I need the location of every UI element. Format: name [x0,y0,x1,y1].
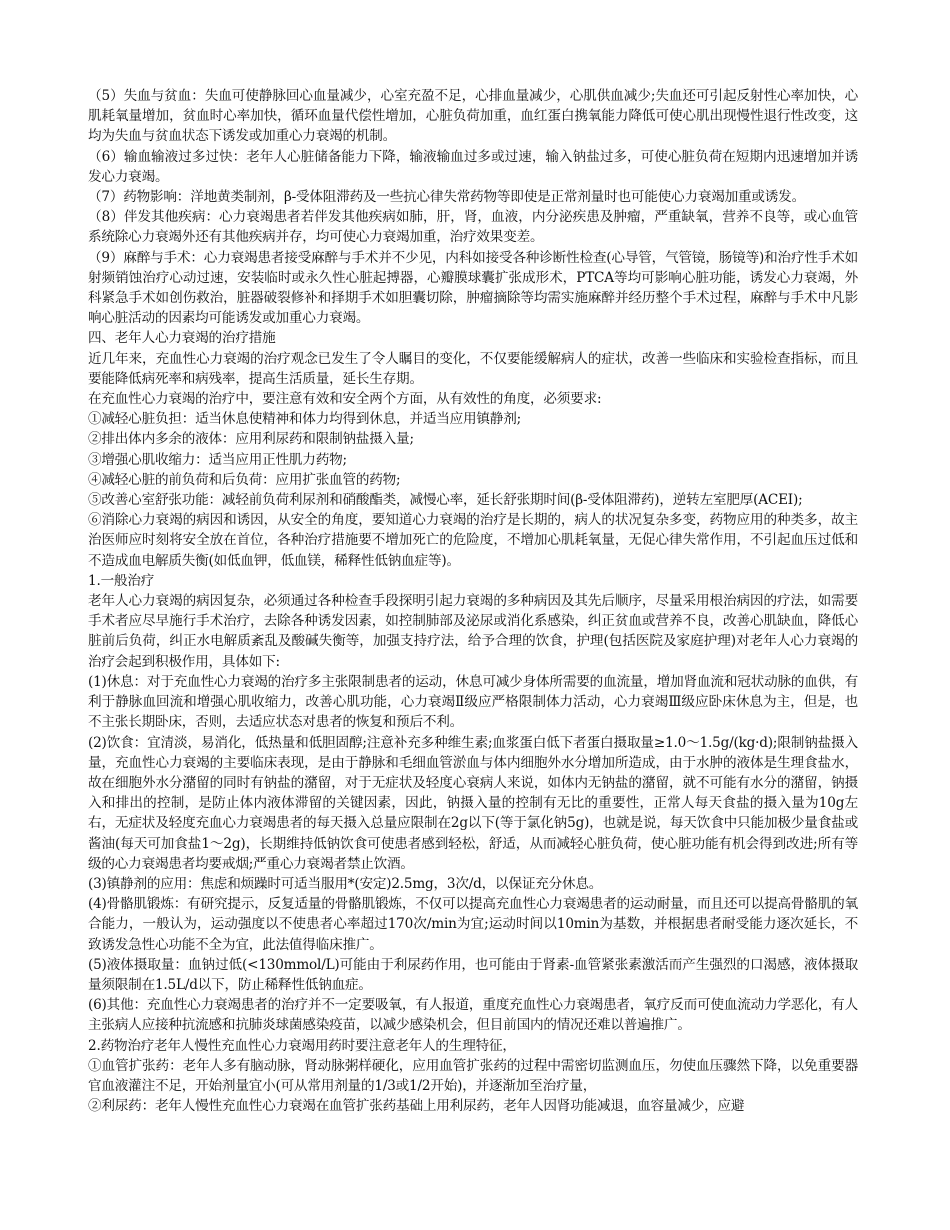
list-item-4: ④减轻心脏的前负荷和后负荷：应用扩张血管的药物; [88,471,401,488]
paragraph-blood-loss-anemia: （5）失血与贫血：失血可使静脉回心血量减少，心室充盈不足，心排血量减少，心肌供血减少;失血还可引起反射性心率加快，心肌耗氧量增加，贫血时心率加快，循环血量代偿性增加，心脏负荷加重，血红蛋白携氧能力降低可使心肌出现慢性退行性改变，这均为失血与贫血状态下诱发或加重心力衰竭的机制。 [88,88,858,145]
section-heading-treatment: 四、老年人心力衰竭的治疗措施 [88,330,276,347]
paragraph-other: (6)其他：充血性心力衰竭患者的治疗并不一定要吸氧，有人报道，重度充血性心力衰竭患者，氧疗反而可使血流动力学恶化，有人主张病人应接种抗流感和抗肺炎球菌感染疫苗，以减少感染机会，但目前国内的情况还难以普遍推广。 [88,997,858,1034]
paragraph-general-treatment: 老年人心力衰竭的病因复杂，必须通过各种检查手段探明引起力衰竭的多种病因及其先后顺序，尽量采用根治病因的疗法，如需要手术者应尽早施行手术治疗，去除各种诱发因素，如控制肺部及泌尿或消化系感染，纠正贫血或营养不良，改善心肌缺血，降低心脏前后负荷，纠正水电解质紊乱及酸碱失衡等，加强支持疗法，给予合理的饮食，护理(包括医院及家庭护理)对老年人心力衰竭的治疗会起到积极作用，具体如下: [88,593,858,670]
paragraph-sedatives: (3)镇静剂的应用：焦虑和烦躁时可适当服用*(安定)2.5mg，3次/d，以保证充分休息。 [88,875,603,892]
list-item-1: ①减轻心脏负担：适当休息使精神和体力均得到休息，并适当应用镇静剂; [88,411,521,428]
paragraph-drug-influence: （7）药物影响：洋地黄类制剂，β-受体阻滞药及一些抗心律失常药物等即使是正常剂量时也可能使心力衰竭加重或诱发。 [88,189,805,206]
paragraph-exercise: (4)骨骼肌锻炼：有研究提示，反复适量的骨骼肌锻炼，不仅可以提高充血性心力衰竭患者的运动耐量，而且还可以提高骨骼肌的氧合能力，一般认为，运动强度以不使患者心率超过170次/min为宜;运动时间以10min为基数，并根据患者耐受能力逐次延长，不致诱发急性心功能不全为宜，此法值得临床推广。 [88,896,858,953]
paragraph-rest: (1)休息：对于充血性心力衰竭的治疗多主张限制患者的运动，休息可减少身体所需要的血流量，增加肾血流和冠状动脉的血供，有利于静脉血回流和增强心肌收缩力，改善心肌功能，心力衰竭Ⅱ级应严格限制体力活动，心力衰竭Ⅲ级应卧床休息为主，但是，也不主张长期卧床，否则，去适应状态对患者的恢复和预后不利。 [88,673,858,731]
paragraph-comorbidities: （8）伴发其他疾病：心力衰竭患者若伴发其他疾病如肺，肝，肾，血液，内分泌疾患及肿瘤，严重缺氧，营养不良等，或心血管系统除心力衰竭外还有其他疾病并存，均可使心力衰竭加重，治疗效果变差。 [88,209,858,246]
list-item-5: ⑤改善心室舒张功能：减轻前负荷利尿剂和硝酸酯类，减慢心率，延长舒张期时间(β-受体阻滞药)，逆转左室肥厚(ACEⅠ); [88,492,803,509]
paragraph-treatment-intro: 近几年来，充血性心力衰竭的治疗观念已发生了令人瞩目的变化，不仅要能缓解病人的症状，改善一些临床和实验检查指标，而且要能降低病死率和病残率，提高生活质量，延长生存期。 [88,350,858,387]
list-item-2: ②排出体内多余的液体：应用利尿药和限制钠盐摄入量; [88,431,414,448]
subheading-general-treatment: 1.一般治疗 [88,572,155,589]
paragraph-transfusion: （6）输血输液过多过快：老年人心脏储备能力下降，输液输血过多或过速，输入钠盐过多，可使心脏负荷在短期内迅速增加并诱发心力衰竭。 [88,148,858,185]
paragraph-requirements: 在充血性心力衰竭的治疗中，要注意有效和安全两个方面，从有效性的角度，必须要求: [88,391,602,408]
list-item-6: ⑥消除心力衰竭的病因和诱因，从安全的角度，要知道心力衰竭的治疗是长期的，病人的状况复杂多变，药物应用的种类多，故主治医师应时刻将安全放在首位，各种治疗措施要不增加死亡的危险度，不增加心肌耗氧量，无促心律失常作用，不引起血压过低和不造成血电解质失衡(如低血钾，低血镁，稀释性低钠血症等)。 [88,512,858,569]
list-item-diuretics: ②利尿药：老年人慢性充血性心力衰竭在血管扩张药基础上用利尿药，老年人因肾功能减退，血容量减少，应避 [88,1098,745,1115]
list-item-3: ③增强心肌收缩力：适当应用正性肌力药物; [88,451,347,468]
paragraph-diet: (2)饮食：宜清淡，易消化，低热量和低胆固醇;注意补充多种维生素;血浆蛋白低下者蛋白摄取量≥1.0～1.5g/(kg·d);限制钠盐摄入量，充血性心力衰竭的主要临床表现，是由于静脉和毛细血管淤血与体内细胞外水分增加所造成，由于水肿的液体是生理食盐水，故在细胞外水分潴留的同时有钠盐的潴留，对于无症状及轻度心衰病人来说，如体内无钠盐的潴留，就不可能有水分的潴留，钠摄入和排出的控制，是防止体内液体滞留的关键因素，因此，钠摄入量的控制有无比的重要性，正常人每天食盐的摄入量为10g左右，无症状及轻度充血心力衰竭患者的每天摄入总量应限制在2g以下(等于氯化钠5g)，也就是说，每天饮食中只能加极少量食盐或酱油(每天可加食盐1～2g)，长期维持低钠饮食可使患者感到轻松，舒适，从而减轻心脏负荷，使心脏功能有机会得到改进;所有等级的心力衰竭患者均要戒烟;严重心力衰竭者禁止饮酒。 [88,734,858,872]
subheading-drug-treatment: 2.药物治疗老年人慢性充血性心力衰竭用药时要注意老年人的生理特征， [88,1037,516,1054]
list-item-vasodilators: ①血管扩张药：老年人多有脑动脉，肾动脉粥样硬化，应用血管扩张药的过程中需密切监测血压，勿使血压骤然下降，以免重要器官血液灌注不足，开始剂量宜小(可从常用剂量的1/3或1/2开始)，并逐渐加至治疗量， [88,1057,858,1094]
paragraph-fluid-intake: (5)液体摄取量：血钠过低(<130mmol/L)可能由于利尿药作用，也可能由于肾素-血管紧张素激活而产生强烈的口渴感，液体摄取量须限制在1.5L/d以下，防止稀释性低钠血症。 [88,956,858,993]
paragraph-anesthesia-surgery: （9）麻醉与手术：心力衰竭患者接受麻醉与手术并不少见，内科如接受各种诊断性检查(心导管，气管镜，肠镜等)和治疗性手术如射频销蚀治疗心动过速，安装临时或永久性心脏起搏器，心瓣膜球囊扩张成形术，PTCA等均可影响心脏功能，诱发心力衰竭，外科紧急手术如创伤救治，脏器破裂修补和择期手术如胆囊切除，肿瘤摘除等均需实施麻醉并经历整个手术过程，麻醉与手术中凡影响心脏活动的因素均可能诱发或加重心力衰竭。 [88,249,858,327]
document-page [88,86,858,1116]
